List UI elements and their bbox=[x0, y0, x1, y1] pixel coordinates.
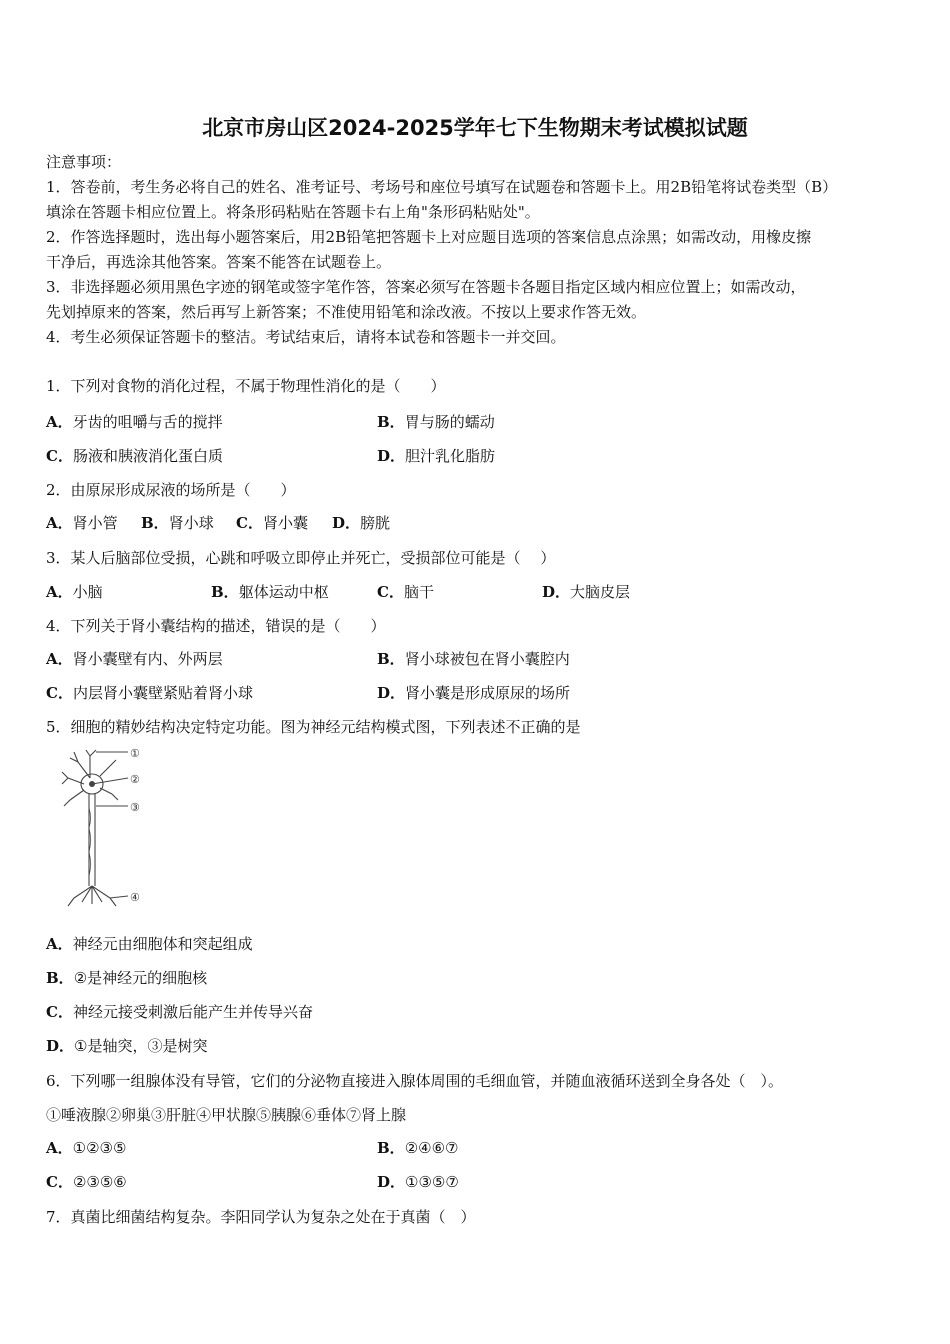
neuron-diagram bbox=[60, 748, 150, 913]
option-letter: D． bbox=[332, 514, 361, 532]
q2-option-d bbox=[332, 513, 390, 533]
notice-line-6: 先划掉原来的答案，然后再写上新答案；不准使用铅笔和涂改液。不按以上要求作答无效。 bbox=[46, 303, 647, 321]
notice-heading: 注意事项： bbox=[46, 153, 122, 171]
option-text: 牙齿的咀嚼与舌的搅拌 bbox=[72, 413, 223, 431]
q4-option-c bbox=[46, 683, 253, 703]
option-letter: D． bbox=[377, 1173, 406, 1191]
q1-option-d bbox=[377, 446, 495, 466]
q2-option-a bbox=[46, 513, 118, 533]
q4-stem: 4．下列关于肾小囊结构的描述，错误的是（ ） bbox=[46, 617, 386, 635]
label-leaders bbox=[92, 752, 128, 898]
q3-option-a bbox=[46, 582, 103, 602]
option-text: 胆汁乳化脂肪 bbox=[405, 447, 496, 465]
option-text: 内层肾小囊壁紧贴着肾小球 bbox=[72, 684, 253, 702]
q3-option-b bbox=[211, 582, 329, 602]
option-text: ②是神经元的细胞核 bbox=[73, 969, 208, 987]
option-letter: C． bbox=[46, 684, 73, 702]
q3-option-c bbox=[377, 582, 434, 602]
q1-stem: 1．下列对食物的消化过程，不属于物理性消化的是（ ） bbox=[46, 377, 446, 395]
dendrites-left bbox=[62, 772, 84, 806]
q2-stem: 2．由原尿形成尿液的场所是（ ） bbox=[46, 481, 296, 499]
q5-option-d bbox=[46, 1036, 207, 1056]
option-text: 大脑皮层 bbox=[570, 583, 631, 601]
option-text: 神经元接受刺激后能产生并传导兴奋 bbox=[72, 1003, 313, 1021]
q6-stem: 6．下列哪一组腺体没有导管，它们的分泌物直接进入腺体周围的毛细血管，并随血液循环送到全身各处（ ）。 bbox=[46, 1072, 784, 1090]
option-letter: B． bbox=[377, 650, 405, 668]
figure-label-4: ④ bbox=[130, 891, 140, 904]
option-letter: A． bbox=[46, 1139, 73, 1157]
option-text: 肾小囊 bbox=[262, 514, 308, 532]
option-letter: A． bbox=[46, 514, 73, 532]
notice-line-3: 2．作答选择题时，选出每小题答案后，用2B铅笔把答题卡上对应题目选项的答案信息点涂黑；如需改动，用橡皮擦 bbox=[46, 228, 812, 246]
option-letter: B． bbox=[211, 583, 239, 601]
option-letter: C． bbox=[46, 1173, 73, 1191]
option-letter: C． bbox=[236, 514, 263, 532]
option-letter: A． bbox=[46, 583, 73, 601]
q5-option-b bbox=[46, 968, 207, 988]
option-text: 肾小囊壁有内、外两层 bbox=[72, 650, 223, 668]
q1-option-c bbox=[46, 446, 223, 466]
option-text: ①②③⑤ bbox=[72, 1139, 127, 1157]
option-letter: A． bbox=[46, 650, 73, 668]
option-letter: C． bbox=[46, 447, 73, 465]
q2-option-c bbox=[236, 513, 308, 533]
axon-terminals bbox=[68, 886, 116, 906]
neuron-drawing bbox=[62, 750, 128, 906]
option-letter: C． bbox=[377, 583, 404, 601]
q1-option-a bbox=[46, 412, 223, 432]
notice-line-2: 填涂在答题卡相应位置上。将条形码粘贴在答题卡右上角"条形码粘贴处"。 bbox=[46, 203, 540, 221]
notice-line-1: 1．答卷前，考生务必将自己的姓名、准考证号、考场号和座位号填写在试题卷和答题卡上。用2B铅笔将试卷类型（B） bbox=[46, 178, 838, 196]
q3-stem: 3．某人后脑部位受损，心跳和呼吸立即停止并死亡，受损部位可能是（ ） bbox=[46, 549, 556, 567]
q6-glands: ①唾液腺②卵巢③肝脏④甲状腺⑤胰腺⑥垂体⑦肾上腺 bbox=[46, 1106, 407, 1124]
option-text: 膀胱 bbox=[360, 514, 391, 532]
option-text: 神经元由细胞体和突起组成 bbox=[72, 935, 253, 953]
q6-option-b bbox=[377, 1138, 458, 1158]
cell-nucleus bbox=[89, 781, 95, 787]
option-text: 躯体运动中枢 bbox=[238, 583, 329, 601]
option-letter: B． bbox=[141, 514, 169, 532]
option-letter: B． bbox=[377, 1139, 405, 1157]
option-text: ②③⑤⑥ bbox=[72, 1173, 127, 1191]
option-letter: A． bbox=[46, 413, 73, 431]
option-text: 肾小球被包在肾小囊腔内 bbox=[404, 650, 570, 668]
q4-option-d bbox=[377, 683, 570, 703]
option-text: 脑干 bbox=[403, 583, 434, 601]
option-letter: A． bbox=[46, 935, 73, 953]
option-letter: B． bbox=[46, 969, 74, 987]
q1-option-b bbox=[377, 412, 495, 432]
q6-option-a bbox=[46, 1138, 126, 1158]
option-text: 小脑 bbox=[72, 583, 103, 601]
option-letter: D． bbox=[377, 447, 406, 465]
q4-option-a bbox=[46, 649, 223, 669]
notice-line-7: 4．考生必须保证答题卡的整洁。考试结束后，请将本试卷和答题卡一并交回。 bbox=[46, 328, 566, 346]
notice-line-4: 干净后，再选涂其他答案。答案不能答在试题卷上。 bbox=[46, 253, 392, 271]
option-text: ①是轴突，③是树突 bbox=[74, 1037, 208, 1055]
option-text: 肾小管 bbox=[72, 514, 118, 532]
q5-option-c bbox=[46, 1002, 313, 1022]
q6-option-d bbox=[377, 1172, 459, 1192]
option-letter: B． bbox=[377, 413, 405, 431]
option-text: 肠液和胰液消化蛋白质 bbox=[72, 447, 223, 465]
option-letter: D． bbox=[377, 684, 406, 702]
q5-option-a bbox=[46, 934, 253, 954]
option-letter: D． bbox=[46, 1037, 75, 1055]
option-text: 肾小囊是形成原尿的场所 bbox=[405, 684, 571, 702]
q5-stem: 5．细胞的精妙结构决定特定功能。图为神经元结构模式图，下列表述不正确的是 bbox=[46, 718, 581, 736]
figure-label-1: ① bbox=[130, 748, 140, 760]
notice-line-5: 3．非选择题必须用黑色字迹的钢笔或签字笔作答，答案必须写在答题卡各题目指定区域内相应位置上；如需改动， bbox=[46, 278, 806, 296]
q7-stem: 7．真菌比细菌结构复杂。李阳同学认为复杂之处在于真菌（ ） bbox=[46, 1208, 476, 1226]
option-text: ①③⑤⑦ bbox=[405, 1173, 459, 1191]
q6-option-c bbox=[46, 1172, 127, 1192]
option-letter: D． bbox=[542, 583, 571, 601]
option-text: 胃与肠的蠕动 bbox=[404, 413, 495, 431]
option-text: ②④⑥⑦ bbox=[404, 1139, 459, 1157]
option-letter: C． bbox=[46, 1003, 73, 1021]
page-title: 北京市房山区2024-2025学年七下生物期末考试模拟试题 bbox=[202, 116, 748, 140]
q2-option-b bbox=[141, 513, 214, 533]
figure-label-3: ③ bbox=[130, 801, 140, 814]
q3-option-d bbox=[542, 582, 630, 602]
q4-option-b bbox=[377, 649, 570, 669]
option-text: 肾小球 bbox=[168, 514, 214, 532]
figure-label-2: ② bbox=[130, 773, 140, 786]
